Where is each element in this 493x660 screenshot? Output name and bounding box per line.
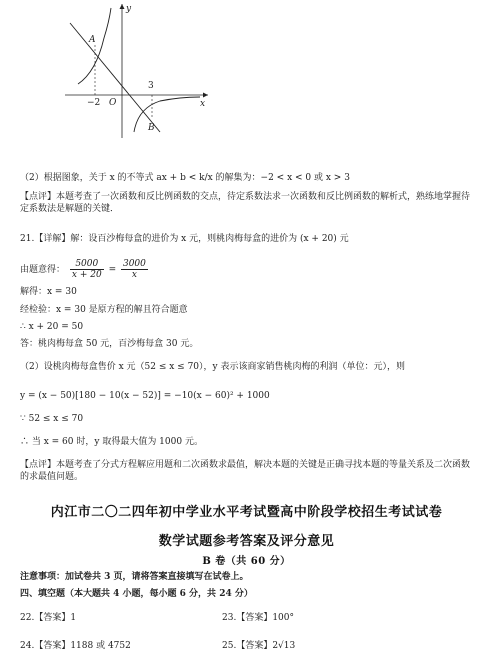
q21-header: 21.【详解】解：设百沙梅每盒的进价为 x 元，则桃肉梅每盒的进价为 (x + 20) 元: [20, 234, 349, 244]
function-graph: [60, 0, 210, 140]
fraction-left-denominator: x + 20: [71, 270, 102, 280]
hyperbola-branch-lower: [134, 97, 200, 132]
point-a-label: A: [89, 35, 96, 45]
tick-3-label: 3: [148, 81, 154, 91]
x-axis-arrow: [203, 93, 208, 98]
fraction-left-numerator: 5000: [70, 259, 104, 270]
q21-part2: （2）设桃肉梅每盒售价 x 元（52 ≤ x ≤ 70），y 表示该商家销售桃肉梅的利润（单位：元），则: [20, 362, 405, 372]
q21-equation: [20, 257, 150, 283]
review-paragraph-1: 【点评】本题考查了一次函数和反比例函数的交点，待定系数法求一次函数和反比例函数的解析式，熟练地掌握待定系数法是解题的关键．: [20, 192, 471, 214]
origin-label: O: [109, 98, 117, 108]
y-axis-label: y: [126, 4, 132, 14]
answer-24: 24.【答案】1188 或 4752: [20, 641, 131, 651]
q21-range: ∵ 52 ≤ x ≤ 70: [20, 414, 84, 424]
answer-25: 25.【答案】2√13: [222, 641, 296, 651]
fraction-right-numerator: 3000: [122, 259, 146, 269]
equation-equals: =: [108, 265, 117, 275]
answer-key-title: 数学试题参考答案及评分意见: [158, 534, 335, 549]
fraction-right: [121, 259, 148, 280]
q2-graph-answer: （2）根据图象，关于 x 的不等式 ax + b < k/x 的解集为：−2 < x < 0 或 x > 3: [20, 173, 350, 183]
section-b-title: B 卷（共 60 分）: [202, 556, 291, 567]
q21-therefore: ∴ x + 20 = 50: [20, 322, 84, 332]
x-axis-label: x: [200, 99, 206, 109]
q21-answer: 答：桃肉梅每盒 50 元，百沙梅每盒 30 元。: [20, 339, 199, 349]
point-b-label: B: [148, 123, 155, 133]
q21-solve: 解得：x = 30: [20, 287, 77, 297]
q21-max: ∴ 当 x = 60 时，y 取得最大值为 1000 元。: [20, 437, 203, 447]
answer-22: 22.【答案】1: [20, 613, 77, 623]
y-axis-arrow: [120, 4, 125, 9]
review-paragraph-2: 【点评】本题考查了分式方程解应用题和二次函数求最值，解决本题的关键是正确寻找本题的等量关系及二次函数的求最值问题。: [20, 460, 471, 482]
exam-title: 内江市二〇二四年初中学业水平考试暨高中阶段学校招生考试试卷: [50, 505, 443, 520]
equation-prefix: 由题意得：: [20, 265, 66, 275]
fraction-left: [70, 259, 104, 280]
hyperbola-branch-upper: [78, 8, 111, 84]
fraction-right-denominator: x: [131, 270, 137, 280]
q21-profit-formula: y = (x − 50)[180 − 10(x − 52)] = −10(x − 60)² + 1000: [20, 391, 270, 401]
section-four-heading: 四、填空题（本大题共 4 小题，每小题 6 分，共 24 分）: [20, 589, 253, 599]
q21-check: 经检验：x = 30 是原方程的解且符合题意: [20, 305, 188, 315]
tick-neg2-label: −2: [87, 98, 101, 108]
linear-function-line: [70, 23, 160, 132]
notice-text: 注意事项：加试卷共 3 页，请将答案直接填写在试卷上。: [20, 572, 249, 582]
answer-23: 23.【答案】100°: [222, 613, 294, 623]
